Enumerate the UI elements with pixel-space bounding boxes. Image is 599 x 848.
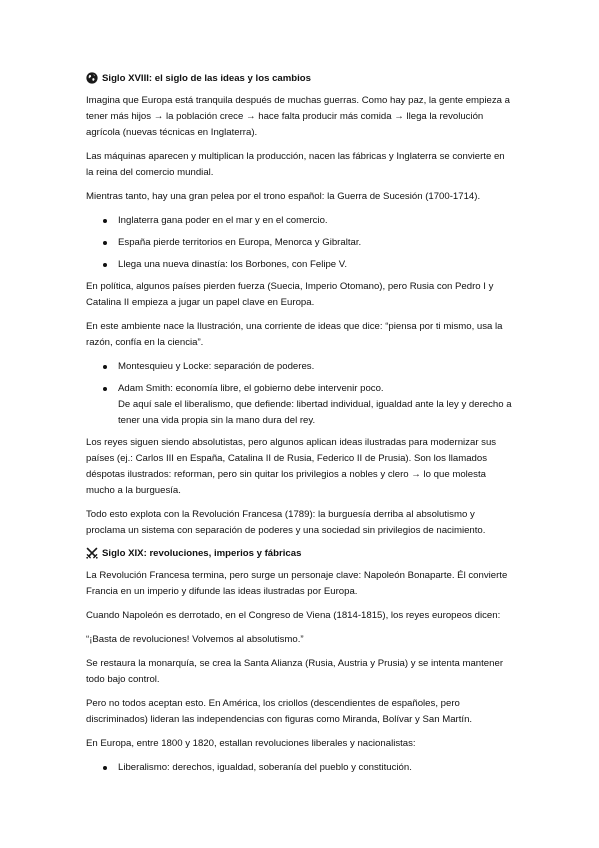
paragraph: La Revolución Francesa termina, pero surge un personaje clave: Napoleón Bonaparte. Él convierte Francia en un imperio y difunde las ideas ilustradas por Europa. [86,570,508,597]
list-item [86,257,513,273]
paragraph: Todo esto explota con la Revolución Francesa (1789): la burguesía derriba al absolutismo y proclama un sistema con separación de poderes y una sociedad sin privilegios de nacimiento. [86,509,486,536]
list-item-text: Liberalismo: derechos, igualdad, soberanía del pueblo y constitución. [118,762,412,773]
section-title: Siglo XIX: revoluciones, imperios y fábricas [102,547,302,559]
bullet-icon [103,241,107,245]
list-item [86,235,513,251]
section-heading-xviii [86,72,513,84]
list-item [86,359,513,375]
paragraph: Mientras tanto, hay una gran pelea por el trono español: la Guerra de Sucesión (1700-1714). [86,191,481,202]
list-item-text: Montesquieu y Locke: separación de poderes. [118,361,315,372]
list-item-text: Llega una nueva dinastía: los Borbones, con Felipe V. [118,259,347,270]
paragraph: En Europa, entre 1800 y 1820, estallan revoluciones liberales y nacionalistas: [86,738,416,749]
list-item [86,381,513,429]
list-item-text: Adam Smith: economía libre, el gobierno debe intervenir poco. [118,383,384,394]
bullet-icon [103,766,107,770]
list-item-text: Inglaterra gana poder en el mar y en el comercio. [118,215,328,226]
bullet-list [86,359,513,429]
list-item [86,213,513,229]
bullet-icon [103,365,107,369]
paragraph: En política, algunos países pierden fuerza (Suecia, Imperio Otomano), pero Rusia con Pedro I y Catalina II empieza a jugar un papel clave en Europa. [86,281,494,308]
bullet-icon [103,387,107,391]
bullet-icon [103,219,107,223]
list-item [86,760,513,776]
bullet-list [86,760,513,776]
globe-icon [86,72,98,84]
bullet-list [86,213,513,273]
bullet-icon [103,263,107,267]
list-item-text: España pierde territorios en Europa, Menorca y Gibraltar. [118,237,362,248]
list-item-subtext: De aquí sale el liberalismo, que defiende: libertad individual, igualdad ante la ley y derecho a tener una vida propia sin la mano dura del rey. [118,399,512,426]
paragraph: En este ambiente nace la Ilustración, una corriente de ideas que dice: “piensa por ti mismo, usa la razón, confía en la ciencia”. [86,321,503,348]
crossed-swords-icon [86,547,98,559]
paragraph: Las máquinas aparecen y multiplican la producción, nacen las fábricas y Inglaterra se convierte en la reina del comercio mundial. [86,151,505,178]
paragraph: Pero no todos aceptan esto. En América, los criollos (descendientes de españoles, pero discriminados) lideran las independencias con figuras como Miranda, Bolívar y San Martín. [86,698,473,725]
paragraph: Imagina que Europa está tranquila después de muchas guerras. Como hay paz, la gente empieza a tener más hijos → la población crece → hace falta producir más comida → llega la revolución agrícola (nuevas técnicas en Inglaterra). [86,95,510,138]
section-heading-xix [86,547,513,559]
quote: “¡Basta de revoluciones! Volvemos al absolutismo.” [86,634,304,645]
paragraph: Se restaura la monarquía, se crea la Santa Alianza (Rusia, Austria y Prusia) y se intenta mantener todo bajo control. [86,658,504,685]
paragraph: Los reyes siguen siendo absolutistas, pero algunos aplican ideas ilustradas para modernizar sus países (ej.: Carlos III en España, Catalina II de Rusia, Federico II de Prusia). Son los llamados déspotas ilustrados: reforman, pero sin quitar los privilegios a nobles y clero → lo que molesta mucho a la burguesía. [86,437,497,496]
paragraph: Cuando Napoleón es derrotado, en el Congreso de Viena (1814-1815), los reyes europeos dicen: [86,610,501,621]
section-title: Siglo XVIII: el siglo de las ideas y los cambios [102,72,312,84]
